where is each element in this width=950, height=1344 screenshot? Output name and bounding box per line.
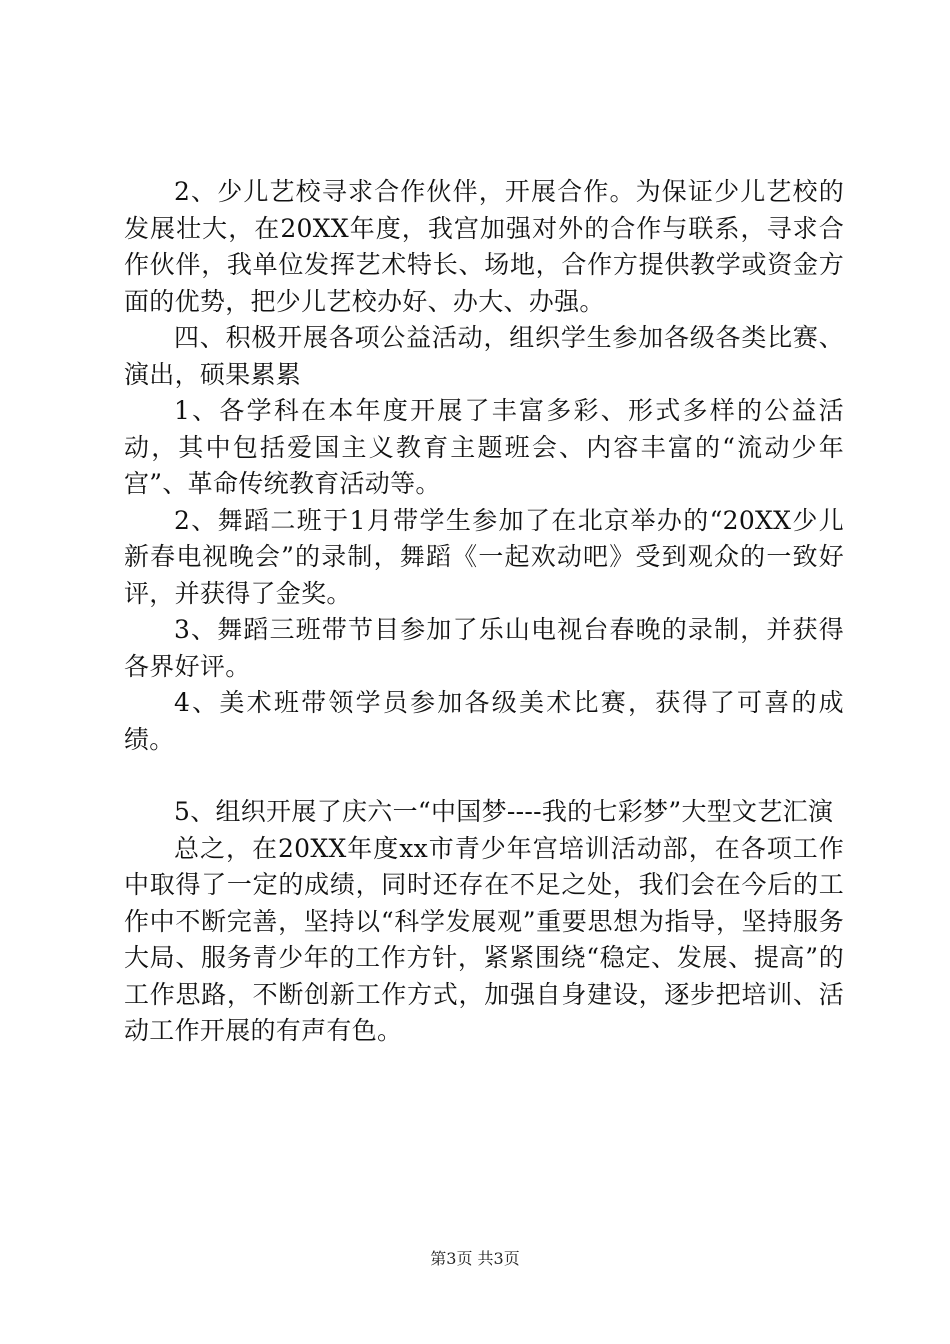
paragraph-dance-class-three: 3、舞蹈三班带节目参加了乐山电视台春晚的录制，并获得各界好评。 — [124, 615, 844, 681]
paragraph-art-class: 4、美术班带领学员参加各级美术比赛，获得了可喜的成绩。 — [124, 688, 844, 754]
paragraph-dance-class-two: 2、舞蹈二班于1月带学生参加了在北京举办的“20XX少儿新春电视晚会”的录制，舞蹈《一起欢动吧》受到观众的一致好评，并获得了金奖。 — [124, 505, 844, 608]
document-body — [124, 174, 844, 1050]
paragraph-summary: 总之，在20XX年度xx市青少年宫培训活动部，在各项工作中取得了一定的成绩，同时还存在不足之处，我们会在今后的工作中不断完善，坚持以“科学发展观”重要思想为指导，坚持服务大局、服务青少年的工作方针，紧紧围绕“稳定、发展、提高”的工作思路，不断创新工作方式，加强自身建设，逐步把培训、活动工作开展的有声有色。 — [124, 833, 844, 1045]
paragraph-childrens-day-show: 5、组织开展了庆六一“中国梦----我的七彩梦”大型文艺汇演 — [174, 797, 834, 826]
section-heading-public-activities: 四、积极开展各项公益活动，组织学生参加各级各类比赛、演出，硕果累累 — [124, 323, 844, 389]
paragraph-public-welfare-activities: 1、各学科在本年度开展了丰富多彩、形式多样的公益活动，其中包括爱国主义教育主题班会、内容丰富的“流动少年宫”、革命传统教育活动等。 — [124, 396, 844, 498]
page-footer: 第3页 共3页 — [430, 1249, 520, 1268]
paragraph-art-school-cooperation: 2、少儿艺校寻求合作伙伴，开展合作。为保证少儿艺校的发展壮大，在20XX年度，我宫加强对外的合作与联系，寻求合作伙伴，我单位发挥艺术特长、场地，合作方提供教学或资金方面的优势，把少儿艺校办好、办大、办强。 — [124, 177, 844, 316]
